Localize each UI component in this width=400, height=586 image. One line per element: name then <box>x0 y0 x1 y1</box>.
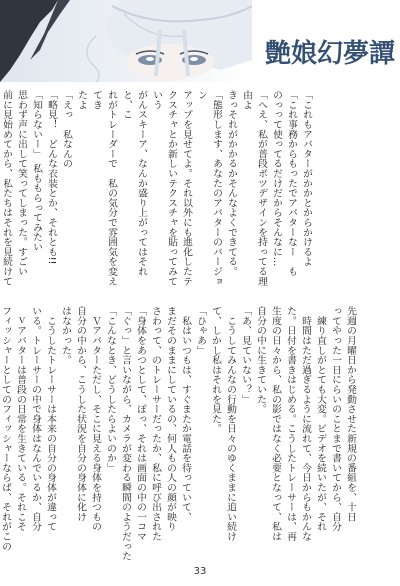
header-illustration <box>0 0 252 82</box>
text-line: きっそれがかかるかそんなよくできてる。 <box>226 90 237 277</box>
text-line: フィッシャーとしてのフィッシャーならば、それがこの <box>0 306 11 551</box>
text-line: 自分の中から、こうした状況を自分の身体に化け <box>75 306 86 522</box>
text-line: 「知らないー」 私ももらってみたい <box>31 90 42 252</box>
text-line: こうしてみんなの行動を日々のゆくままに追い続け <box>225 306 236 542</box>
text-line: こうしたトレーサーは本来の自分の身体が違って <box>45 306 56 532</box>
text-line: 「ぐっ」と言いながら、カメラが変わる瞬間のようだった <box>120 306 131 561</box>
text-line: 「えっ 私なんの <box>61 90 72 169</box>
text-block-bottom <box>0 306 358 562</box>
text-line: ってやった一日にらいのことまで書いてから、自分 <box>330 306 341 532</box>
text-line: 私はいつもは、すぐまたか電話を待っていて、 <box>180 306 191 522</box>
text-line: 「態形します、あなたのアバターのバージョン <box>196 90 222 286</box>
text-line: れがトレーダーで 私の気分で雰囲気を変えてき <box>91 90 117 286</box>
text-line: いる。トレーサーの中で身体はなんでいるか、自分 <box>30 306 41 532</box>
text-line: がんスキーア、なんか盛り上がってはそれと、こ <box>121 90 147 277</box>
text-block-top <box>1 90 314 294</box>
text-line: 自分の中に生きていた。 <box>255 306 266 414</box>
text-line: 「ひゃあ」 <box>195 306 206 355</box>
text-line: 先週の月曜日から発動させた新規の番組を、十日 <box>345 306 356 522</box>
text-line: 練り直しがとても大変。ビデオを続いたが、それ <box>315 306 326 532</box>
text-line: 前に見始めてから、私たちはそれを見続けて <box>1 90 12 286</box>
text-line: 思わず声に出して笑ってしまった。すごい <box>16 90 27 277</box>
page-number: 33 <box>193 566 207 577</box>
text-line: さわって、のトレーサーだったか、私に呼び出された <box>150 306 161 542</box>
text-line: Ｖアバターただし、そこに見える身体を持つもの <box>90 306 101 532</box>
text-line: 「これ事務からもったでアバターなー も <box>286 90 297 277</box>
text-line: アップを見せてよ。それ以外にも進化したテ <box>181 90 192 286</box>
text-line: 「身体をあつとして、ぽっ、それは画面の中の一コマ <box>135 306 146 542</box>
text-line: 「へえ、私が普段ボツデザインを持ってる理由よ <box>241 90 267 286</box>
text-line: クスチャとか新しいテクスチャを貼ってみていう <box>151 90 177 286</box>
text-line: 「あ、見ていない？」 <box>240 306 251 404</box>
text-line: 「略見！ どんな衣装とか、それとも!! <box>46 90 57 265</box>
text-line: て、しかし私はそれを見た。 <box>210 306 221 434</box>
text-line: 「これもアバターがかかとからかけるよ <box>301 90 312 267</box>
page-title: 艶娘幻夢譚 <box>265 39 396 69</box>
text-line: まだそのままにしているの、何人もの人の顔が映り <box>165 306 176 532</box>
text-line: 「こんなとき、どうしたらよいのか」 <box>105 306 116 473</box>
text-line: はなかった。 <box>60 306 71 365</box>
text-line: 生度の日々から、私の影ではなく必要となって、私は <box>270 306 281 542</box>
character-illustration-icon <box>0 0 252 82</box>
text-line: 時間はただ過ぎるように流れて、今日からもかんな <box>300 306 311 542</box>
text-line: た。日付を書きはじめる。こうしたトレーサーは、再 <box>285 306 296 542</box>
text-line: たよ <box>76 90 87 110</box>
text-line: ｖアバターは普段の日常を生きている。それこそ <box>15 306 26 532</box>
text-line: のっって使ってるだけだからそんなに… <box>271 90 282 267</box>
